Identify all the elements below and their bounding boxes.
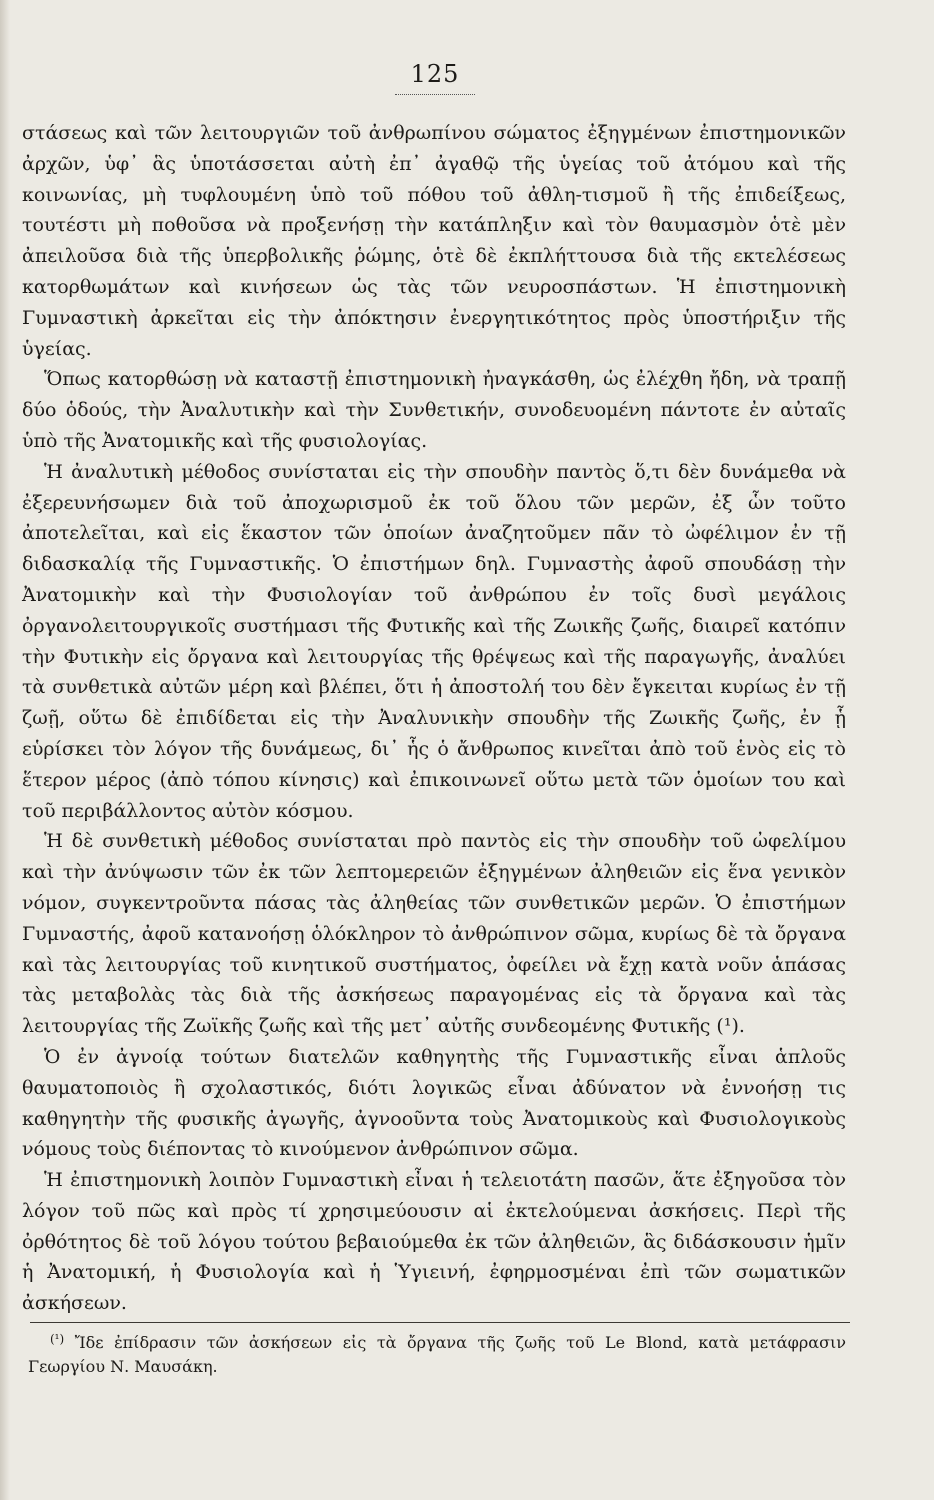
paragraph: Ὅπως κατορθώσῃ νὰ καταστῇ ἐπιστημονικὴ ἠναγκάσθη, ὡς ἐλέχθη ἤδη, νὰ τραπῇ δύο ὁδούς, τὴν Ἀναλυτικὴν καὶ τὴν Συνθετικήν, συνοδευομένη πάντοτε ἐν αὐταῖς ὑπὸ τῆς Ἀνατομικῆς καὶ τῆς φυσιολογίας. — [22, 368, 846, 452]
footnote-text: Ἴδε ἐπίδρασιν τῶν ἀσκήσεων εἰς τὰ ὄργανα τῆς ζωῆς τοῦ Le Blond, κατὰ μετάφρασιν Γεωργίου Ν. Μαυσάκη. — [28, 1333, 846, 1376]
paragraph: Ὁ ἐν ἀγνοίᾳ τούτων διατελῶν καθηγητὴς τῆς Γυμναστικῆς εἶναι ἁπλοῦς θαυματοποιὸς ἢ σχολαστικός, διότι λογικῶς εἶναι ἀδύνατον νὰ ἐννοήσῃ τις καθηγητὴν τῆς φυσικῆς ἀγωγῆς, ἀγνοοῦντα τοὺς Ἀνατομικοὺς καὶ Φυσιολογικοὺς νόμους τοὺς διέποντας τὸ κινούμενον ἀνθρώπινον σῶμα. — [22, 1045, 846, 1161]
footnote-mark: (¹) — [50, 1332, 65, 1346]
binding-shadow — [0, 0, 10, 1500]
paragraph: Ἡ δὲ συνθετικὴ μέθοδος συνίσταται πρὸ παντὸς εἰς τὴν σπουδὴν τοῦ ὠφελίμου καὶ τὴν ἀνύψωσιν τῶν ἐκ τῶν λεπτομερειῶν ἐξηγμένων ἀληθειῶν εἰς ἕνα γενικὸν νόμον, συγκεντροῦντα πάσας τὰς ἀληθείας τῶν συνθετικῶν μερῶν. Ὁ ἐπιστήμων Γυμναστής, ἀφοῦ κατανοήσῃ ὁλόκληρον τὸ ἀνθρώπινον σῶμα, κυρίως δὲ τὰ ὄργανα καὶ τὰς λειτουργίας τοῦ κινητικοῦ συστήματος, ὀφείλει νὰ ἔχῃ κατὰ νοῦν ἁπάσας τὰς μεταβολὰς τὰς διὰ τῆς ἀσκήσεως παραγομένας εἰς τὰ ὄργανα καὶ τὰς λειτουργίας τῆς Ζωϊκῆς ζωῆς καὶ τῆς μετ᾽ αὐτῆς συνδεομένης Φυτικῆς (¹). — [22, 830, 846, 1038]
paragraph-continued: στάσεως καὶ τῶν λειτουργιῶν τοῦ ἀνθρωπίνου σώματος ἐξηγμένων ἐπιστημονικῶν ἀρχῶν, ὑφ᾽ ἃς ὑποτάσσεται αὐτὴ ἐπ᾽ ἀγαθῷ τῆς ὑγείας τοῦ ἀτόμου καὶ τῆς κοινωνίας, μὴ τυφλουμένη ὑπὸ τοῦ πόθου τοῦ ἀθλη-τισμοῦ ἢ τῆς ἐπιδείξεως, τουτέστι μὴ ποθοῦσα νὰ προξενήσῃ τὴν κατάπληξιν καὶ τὸν θαυμασμὸν ὁτὲ μὲν ἀπειλοῦσα διὰ τῆς ὑπερβολικῆς ῥώμης, ὁτὲ δὲ ἐκπλήττουσα διὰ τῆς εκτελέσεως κατορθωμάτων καὶ κινήσεων ὡς τὰς τῶν νευροσπάστων. Ἡ ἐπιστημονικὴ Γυμναστικὴ ἀρκεῖται εἰς τὴν ἀπόκτησιν ἐνεργητικότητος πρὸς ὑποστήριξιν τῆς ὑγείας. — [22, 122, 846, 360]
body-text — [22, 118, 846, 1319]
page-number: 125 — [410, 60, 460, 88]
footnote — [28, 1327, 846, 1379]
paragraph: Ἡ ἐπιστημονικὴ λοιπὸν Γυμναστικὴ εἶναι ἡ τελειοτάτη πασῶν, ἅτε ἐξηγοῦσα τὸν λόγον τοῦ πῶς καὶ πρὸς τί χρησιμεύουσιν αἱ ἐκτελούμεναι ἀσκήσεις. Περὶ τῆς ὀρθότητος δὲ τοῦ λόγου τούτου βεβαιούμεθα ἐκ τῶν ἀληθειῶν, ἃς διδάσκουσιν ἡμῖν ἡ Ἀνατομική, ἡ Φυσιολογία καὶ ἡ Ὑγιεινή, ἐφηρμοσμέναι ἐπὶ τῶν σωματικῶν ἀσκήσεων. — [22, 1169, 846, 1315]
page-number-rule — [395, 94, 475, 95]
paragraph: Ἡ ἀναλυτικὴ μέθοδος συνίσταται εἰς τὴν σπουδὴν παντὸς ὅ,τι δὲν δυνάμεθα νὰ ἐξερευνήσωμεν διὰ τοῦ ἀποχωρισμοῦ ἐκ τοῦ ὅλου τῶν μερῶν, ἐξ ὧν τοῦτο ἀποτελεῖται, καὶ εἰς ἕκαστον τῶν ὁποίων ἀναζητοῦμεν πᾶν τὸ ὠφέλιμον ἐν τῇ διδασκαλίᾳ τῆς Γυμναστικῆς. Ὁ ἐπιστήμων δηλ. Γυμναστὴς ἀφοῦ σπουδάσῃ τὴν Ἀνατομικὴν καὶ τὴν Φυσιολογίαν τοῦ ἀνθρώπου ἐν τοῖς δυσὶ μεγάλοις ὀργανολειτουργικοῖς συστήμασι τῆς Φυτικῆς καὶ τῆς Ζωικῆς ζωῆς, διαιρεῖ κατόπιν τὴν Φυτικὴν εἰς ὄργανα καὶ λειτουργίας τῆς θρέψεως καὶ τῆς παραγωγῆς, ἀναλύει τὰ συνθετικὰ αὐτῶν μέρη καὶ βλέπει, ὅτι ἡ ἀποστολή του δὲν ἔγκειται κυρίως ἐν τῇ ζωῇ, οὕτω δὲ ἐπιδίδεται εἰς τὴν Ἀναλυνικὴν σπουδὴν τῆς Ζωικῆς ζωῆς, ἐν ᾗ εὑρίσκει τὸν λόγον τῆς δυνάμεως, δι᾽ ἧς ὁ ἄνθρωπος κινεῖται ἀπὸ τοῦ ἑνὸς εἰς τὸ ἕτερον μέρος (ἀπὸ τόπου κίνησις) καὶ ἐπικοινωνεῖ οὕτω μετὰ τῶν ὁμοίων του καὶ τοῦ περιβάλλοντος αὐτὸν κόσμου. — [22, 460, 846, 822]
footnote-rule — [30, 1322, 850, 1323]
